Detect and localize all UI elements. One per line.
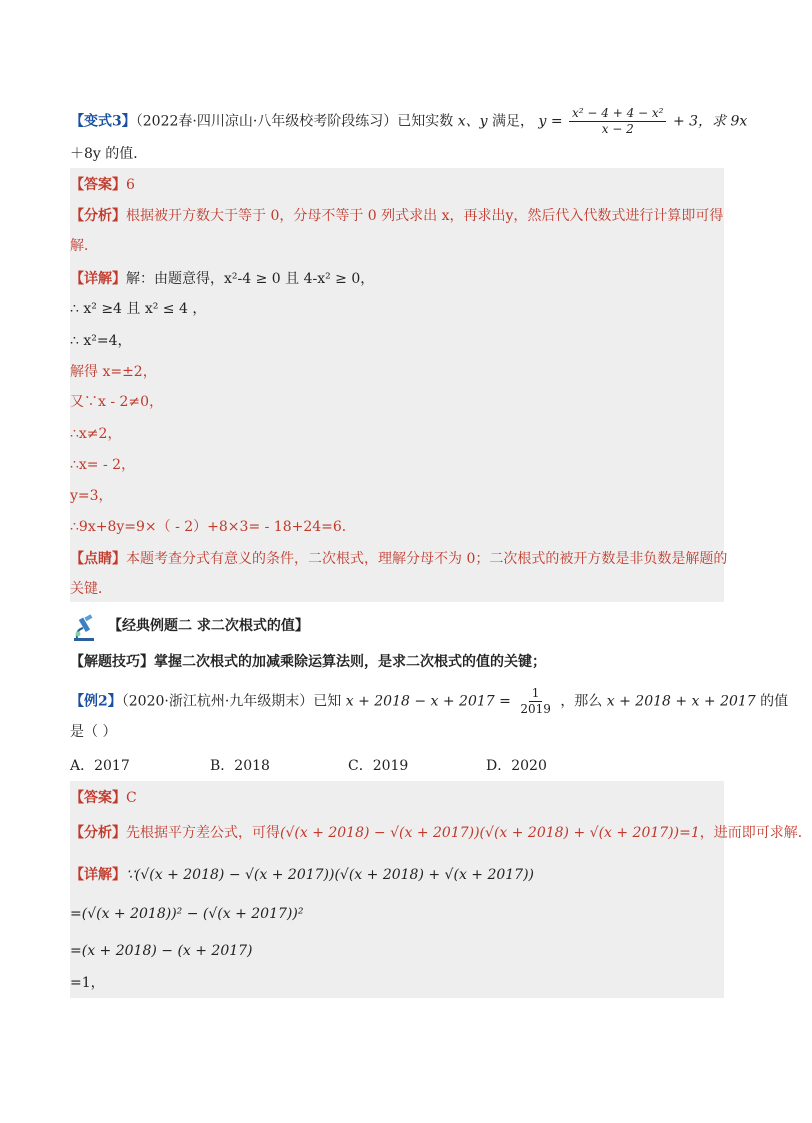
example2-analysis-expr: (√(x + 2018) − √(x + 2017))(√(x + 2018) + √(x + 2017))=1	[280, 825, 700, 841]
section-tip	[70, 652, 546, 672]
example2-detail-tag: 【详解】	[70, 867, 126, 883]
example2-analysis-text-b: ，进而即可求解．	[699, 825, 812, 841]
variant3-step-7: y=3，	[70, 488, 113, 504]
variant3-formula-num: x² − 4 + 4 − x²	[569, 106, 666, 122]
example2-detail-4: =1，	[70, 975, 105, 991]
option-a[interactable]: A．2017	[70, 758, 130, 774]
variant3-analysis-cont: 解．	[70, 238, 98, 254]
example2-eq-right: x + 2018 + x + 2017	[606, 693, 756, 710]
option-d[interactable]: D．2020	[486, 758, 547, 774]
option-c[interactable]: C．2019	[348, 758, 409, 774]
variant3-step-3: 解得 x=±2，	[70, 364, 157, 380]
section-title: 【经典例题二 求二次根式的值】	[108, 618, 309, 634]
variant3-step-5: ∴x≠2，	[70, 426, 122, 442]
example2-line1	[70, 686, 788, 717]
section-tip-text: 掌握二次根式的加减乘除运算法则，是求二次根式的值的关键；	[154, 654, 546, 670]
variant3-formula-fraction	[569, 106, 666, 137]
variant3-comment-tag: 【点睛】	[70, 551, 126, 567]
variant3-step-6: ∴x= - 2，	[70, 457, 136, 473]
variant3-detail-tag: 【详解】	[70, 271, 126, 287]
example2-detail-1: ∵(√(x + 2018) − √(x + 2017))(√(x + 2018) + √(x + 2017))	[126, 867, 535, 883]
example2-solution-panel	[70, 781, 724, 998]
variant3-detail-text: 解：由题意得，x²-4 ≥ 0 且 4-x² ≥ 0，	[126, 271, 375, 287]
variant3-step-2: ∴ x²=4，	[70, 333, 132, 349]
example2-eq-end: 的值	[760, 693, 789, 710]
variant3-formula-tail: + 3，求 9x	[672, 113, 748, 130]
variant3-detail	[70, 269, 374, 289]
example2-eq-num: 1	[529, 686, 543, 702]
variant3-formula-y: y =	[538, 113, 563, 130]
variant3-line1	[70, 106, 747, 137]
variant3-analysis-tag: 【分析】	[70, 208, 126, 224]
variant3-source: （2022春·四川凉山·八年级校考阶段练习）	[135, 113, 398, 130]
variant3-step-1: ∴ x² ≥4 且 x² ≤ 4 ，	[70, 301, 207, 317]
variant3-answer-value: 6	[126, 177, 135, 193]
example2-analysis-tag: 【分析】	[70, 825, 126, 841]
variant3-tag: 【变式3】	[70, 113, 136, 130]
section-tip-tag: 【解题技巧】	[70, 654, 154, 670]
example2-eq-mid: ，那么	[560, 693, 603, 710]
variant3-step-4: 又∵x - 2≠0，	[70, 394, 164, 410]
example2-detail-3: =(x + 2018) − (x + 2017)	[70, 943, 253, 959]
microscope-icon	[70, 614, 98, 642]
example2-eq-left: x + 2018 − x + 2017 =	[345, 693, 511, 710]
variant3-line2: ＋8y 的值．	[70, 146, 148, 162]
variant3-vars: x、y	[457, 113, 488, 130]
example2-detail-2: =(√(x + 2018))² − (√(x + 2017))²	[70, 906, 304, 922]
variant3-comment-text: 本题考查分式有意义的条件，二次根式，理解分母不为 0；二次根式的被开方数是非负数是解题的	[126, 551, 728, 567]
example2-answer	[70, 788, 137, 808]
example2-detail	[70, 865, 534, 885]
variant3-comment	[70, 549, 727, 569]
variant3-answer-tag: 【答案】	[70, 177, 126, 193]
example2-analysis-text-a: 先根据平方差公式，可得	[126, 825, 280, 841]
example2-answer-tag: 【答案】	[70, 790, 126, 806]
variant3-stem-a: 已知实数	[397, 113, 454, 130]
example2-source: （2020·浙江杭州·九年级期末）已知	[121, 693, 342, 710]
variant3-analysis	[70, 206, 723, 226]
variant3-answer	[70, 175, 135, 195]
variant3-step-8: ∴9x+8y=9×（ - 2）+8×3= - 18+24=6．	[70, 519, 356, 535]
example2-answer-value: C	[126, 790, 137, 806]
example2-eq-fraction	[517, 686, 554, 717]
variant3-stem-b: 满足，	[492, 113, 534, 130]
option-b[interactable]: B．2018	[210, 758, 270, 774]
variant3-analysis-text: 根据被开方数大于等于 0，分母不等于 0 列式求出 x，再求出y，然后代入代数式进行计算即可得	[126, 208, 724, 224]
example2-tag: 【例2】	[70, 693, 122, 710]
variant3-comment-cont: 关键．	[70, 581, 112, 597]
example2-line2: 是（ ）	[70, 724, 117, 740]
example2-analysis	[70, 823, 812, 843]
variant3-formula-den: x − 2	[601, 122, 634, 136]
example2-eq-den: 2019	[520, 702, 551, 716]
